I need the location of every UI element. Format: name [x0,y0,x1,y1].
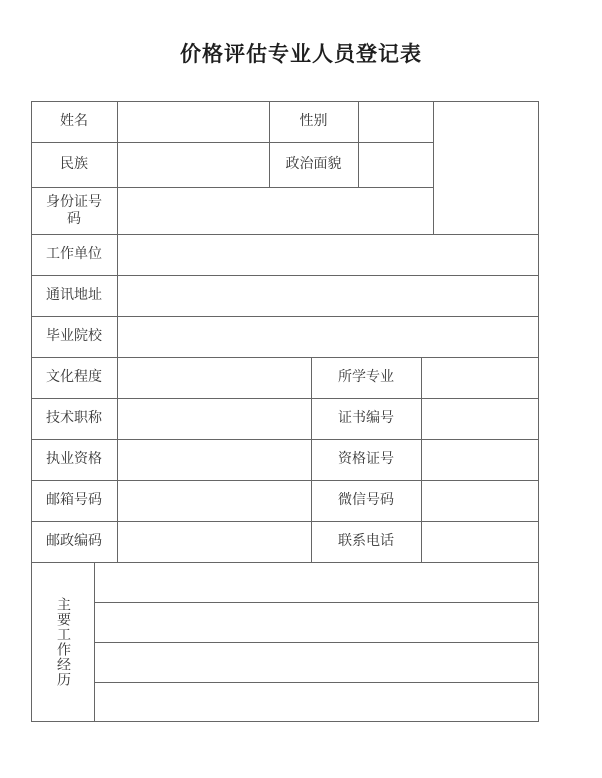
work-experience-line-4[interactable] [95,683,538,721]
label-phone: 联系电话 [338,533,394,549]
political-status-field[interactable] [359,143,433,187]
major-field[interactable] [422,358,538,398]
label-political-status: 政治面貌 [285,156,342,172]
cert-number-field[interactable] [422,399,538,439]
work-unit-field[interactable] [118,235,538,275]
label-address: 通讯地址 [46,287,102,303]
label-postal-code: 邮政编码 [46,533,102,549]
photo-area[interactable] [434,102,538,234]
ethnicity-field[interactable] [118,143,268,187]
label-work-unit: 工作单位 [46,246,102,262]
wechat-field[interactable] [422,481,538,521]
label-practice-qualification: 执业资格 [46,451,102,467]
label-wechat: 微信号码 [338,492,394,508]
work-experience-line-2[interactable] [95,603,538,642]
label-ethnicity: 民族 [60,156,88,172]
form-title: 价格评估专业人员登记表 [180,42,422,66]
label-work-experience: 主要工作经历 [55,597,71,687]
work-experience-line-3[interactable] [95,643,538,682]
practice-qualification-field[interactable] [118,440,311,480]
id-number-field[interactable] [118,188,433,234]
address-field[interactable] [118,276,538,316]
label-school: 毕业院校 [46,328,102,344]
title-rank-field[interactable] [118,399,311,439]
label-title-rank: 技术职称 [46,410,102,426]
gender-field[interactable] [359,102,433,142]
label-cert-number: 证书编号 [338,410,394,426]
label-id-number: 身份证号码 [46,193,102,227]
label-major: 所学专业 [338,369,394,385]
name-field[interactable] [118,102,268,142]
label-education: 文化程度 [46,369,102,385]
phone-field[interactable] [422,522,538,562]
border-bottom [31,721,539,722]
work-experience-line-1[interactable] [95,563,538,602]
label-name: 姓名 [60,113,88,129]
registration-form [31,101,539,722]
school-field[interactable] [118,317,538,357]
qualification-cert-field[interactable] [422,440,538,480]
education-field[interactable] [118,358,311,398]
border-right [538,101,539,722]
label-qualification-cert: 资格证号 [338,451,394,467]
email-field[interactable] [118,481,311,521]
label-gender: 性别 [299,113,328,129]
label-email: 邮箱号码 [46,492,102,508]
postal-code-field[interactable] [118,522,311,562]
